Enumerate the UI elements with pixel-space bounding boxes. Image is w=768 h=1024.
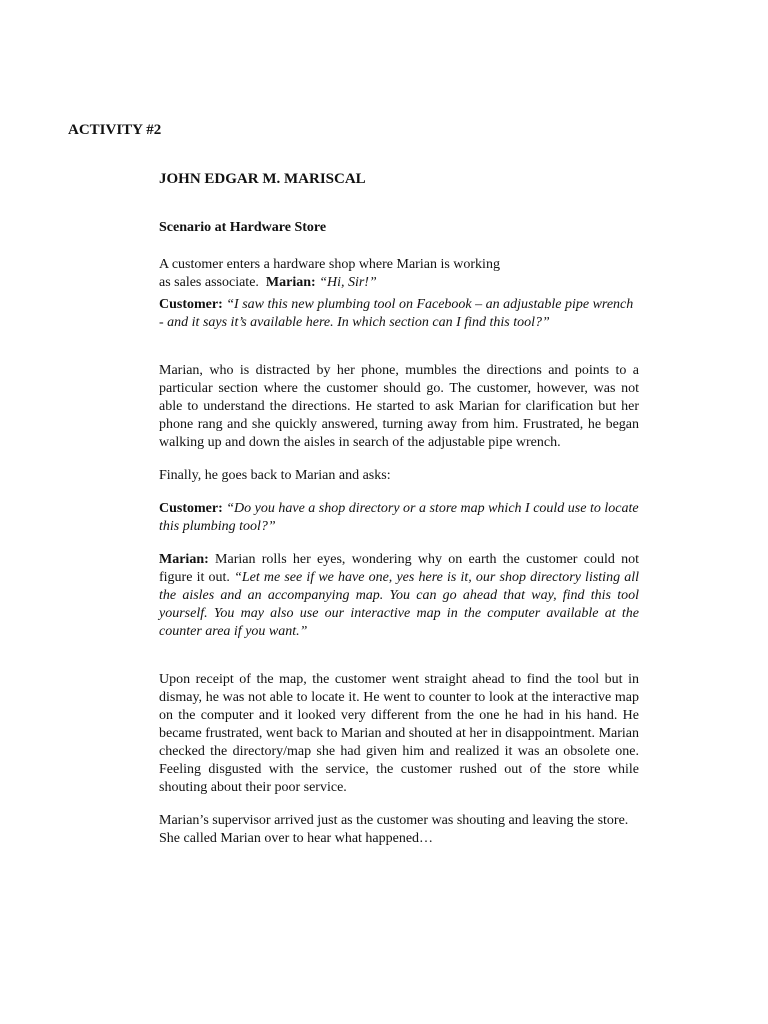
paragraph-finally: Finally, he goes back to Marian and asks: <box>159 468 391 483</box>
customer-question-1-text: “I saw this new plumbing tool on Facebook – an adjustable pipe wrench - and it says it’s available here. In which section can I find this tool?” <box>159 297 634 330</box>
activity-label: ACTIVITY #2 <box>68 122 162 138</box>
customer-question-2-text: “Do you have a shop directory or a store map which I could use to locate this plumbing tool?” <box>159 501 639 534</box>
customer-question-2 <box>159 500 639 536</box>
marian-reply-quote: “Let me see if we have one, yes here is it, our shop directory listing all the aisles and an accompanying map. You can go ahead that way, find this tool yourself. You may also use our interactive map in the computer available at the counter area if you want.” <box>159 570 639 639</box>
scenario-title: Scenario at Hardware Store <box>159 220 327 235</box>
scenario-body <box>159 256 639 848</box>
customer-label: Customer: <box>159 501 223 516</box>
paragraph-map: Upon receipt of the map, the customer went straight ahead to find the tool but in dismay, he was not able to locate it. He went to counter to look at the interactive map on the computer and it looked very different from the one he had in his hand. He became frustrated, went back to Marian and shouted at her in disappointment. Marian checked the directory/map she had given him and realized it was an obsolete one. Feeling disgusted with the service, the customer rushed out of the store while shouting about their poor service. <box>159 672 639 795</box>
intro-line-2: as sales associate. <box>159 275 259 290</box>
marian-reply <box>159 551 639 641</box>
marian-label: Marian: <box>159 552 209 567</box>
customer-question-1 <box>159 296 639 332</box>
paragraph-supervisor: Marian’s supervisor arrived just as the customer was shouting and leaving the store. She called Marian over to hear what happened… <box>159 813 629 846</box>
customer-label: Customer: <box>159 297 223 312</box>
author-name: JOHN EDGAR M. MARISCAL <box>159 171 366 187</box>
marian-label: Marian: <box>265 275 316 290</box>
intro-paragraph <box>159 256 549 292</box>
paragraph-distracted: Marian, who is distracted by her phone, mumbles the directions and points to a particular section where the customer should go. The customer, however, was not able to understand the directions. He started to ask Marian for clarification but her phone rang and she quickly answered, turning away from him. Frustrated, he began walking up and down the aisles in search of the adjustable pipe wrench. <box>159 363 639 450</box>
marian-reply-text: Marian rolls her eyes, wondering why on earth the customer could not figure it out. <box>159 552 640 585</box>
intro-line-1: A customer enters a hardware shop where Marian is working <box>159 257 500 272</box>
marian-greeting: “Hi, Sir!” <box>319 275 377 290</box>
